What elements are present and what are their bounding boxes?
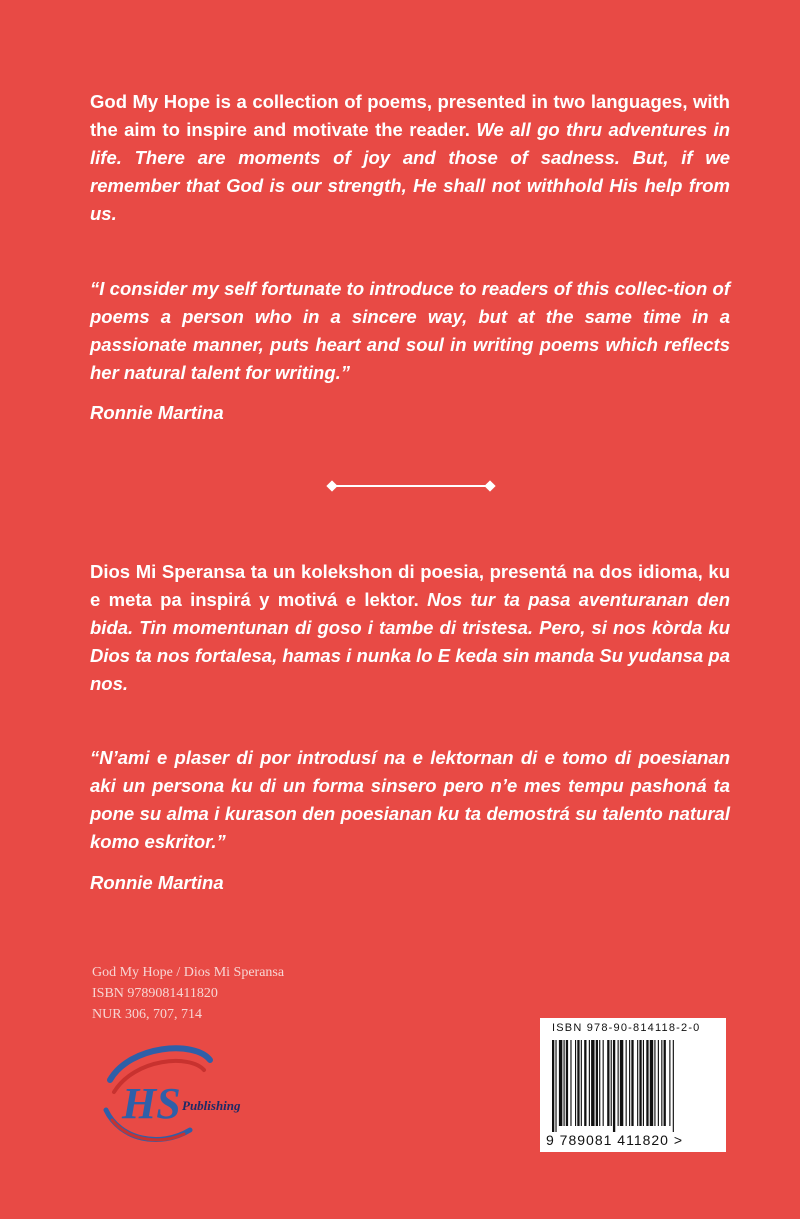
- barcode-bar: [626, 1040, 627, 1126]
- divider-line: [332, 485, 490, 487]
- papiamentu-intro: [90, 558, 730, 698]
- barcode-bars: [550, 1040, 716, 1132]
- barcode-bar: [654, 1040, 655, 1126]
- imprint-title: God My Hope / Dios Mi Speransa: [92, 965, 285, 980]
- barcode-bar: [658, 1040, 659, 1126]
- barcode-bar: [566, 1040, 568, 1126]
- barcode-bar: [555, 1040, 556, 1132]
- english-quote: “I consider my self fortunate to introduce to readers of this collec-tion of poems a person who in a sincere way, but at the same time in a passionate manner, puts heart and soul in writing poems which reflects her natural talent for writing.”: [90, 278, 730, 383]
- barcode-bar: [599, 1040, 600, 1126]
- barcode-bar: [620, 1040, 623, 1126]
- barcode-digits: 9 789081 411820 >: [546, 1132, 684, 1148]
- barcode-bar: [581, 1040, 582, 1126]
- english-quote-author: Ronnie Martina: [90, 402, 224, 423]
- logo-letters: HS: [122, 1079, 181, 1128]
- ornamental-divider: [328, 482, 494, 490]
- barcode-isbn-label: ISBN 978-90-814118-2-0: [552, 1022, 701, 1034]
- barcode-bar: [629, 1040, 630, 1126]
- barcode-bar: [631, 1040, 633, 1126]
- barcode-bar: [564, 1040, 565, 1126]
- barcode-bar: [591, 1040, 594, 1126]
- imprint-block: [92, 962, 284, 1025]
- papiamentu-intro-bold: Dios Mi Speransa ta un kolekshon di poesia, presentá na dos idioma, ku e meta pa inspirá y motivá e lektor.: [90, 561, 730, 610]
- english-intro-bold: God My Hope is a collection of poems, presented in two languages, with the aim to inspire and motivate the reader.: [90, 91, 730, 140]
- barcode-bar: [650, 1040, 653, 1126]
- divider-diamond-right: [484, 480, 495, 491]
- barcode-bar: [584, 1040, 586, 1126]
- barcode-bar: [661, 1040, 662, 1126]
- imprint-nur: NUR 306, 707, 714: [92, 1007, 203, 1022]
- divider-diamond-left: [326, 480, 337, 491]
- imprint-isbn: ISBN 9789081411820: [92, 986, 218, 1001]
- barcode-bar: [646, 1040, 648, 1126]
- papiamentu-quote: “N’ami e plaser di por introdusí na e lektornan di e tomo di poesianan aki un persona ku di un forma sinsero pero n’e mes tempu pashoná ta pone su alma i kurason den poesianan ku ta demostrá su talento natural komo eskritor.”: [90, 747, 730, 852]
- barcode-bar: [673, 1040, 674, 1132]
- barcode-bar: [603, 1040, 604, 1126]
- hs-publishing-logo-icon: [100, 1040, 260, 1150]
- papiamentu-quote-author: Ronnie Martina: [90, 872, 224, 893]
- barcode-bar: [577, 1040, 579, 1126]
- barcode-bar: [613, 1040, 615, 1132]
- barcode-bar: [669, 1040, 670, 1126]
- papiamentu-intro-italic: Nos tur ta pasa aventuranan den bida. Tin momentunan di goso i tambe di tristesa. Pero, si nos kòrda ku Dios ta nos fortalesa, hamas i nunka lo E keda sin manda Su yudansa pa nos.: [90, 589, 731, 694]
- english-intro-italic: We all go thru adventures in life. There are moments of joy and those of sadness. But, if we remember that God is our strength, He shall not withhold His help from us.: [90, 119, 730, 224]
- barcode-bar: [570, 1040, 571, 1126]
- barcode-bar: [664, 1040, 666, 1126]
- barcode-bar: [637, 1040, 638, 1126]
- barcode-bar: [559, 1040, 562, 1126]
- barcode-panel: [540, 1018, 726, 1152]
- logo-text: Publishing: [182, 1098, 241, 1113]
- barcode-bar: [618, 1040, 619, 1126]
- barcode-bar: [639, 1040, 641, 1126]
- barcode-bar: [552, 1040, 554, 1132]
- english-intro: [90, 88, 730, 228]
- barcode-bar: [643, 1040, 644, 1126]
- barcode-bar: [589, 1040, 590, 1126]
- barcode-bar: [596, 1040, 598, 1126]
- barcode-bar: [607, 1040, 609, 1126]
- barcode-bar: [575, 1040, 576, 1126]
- barcode-bar: [611, 1040, 612, 1126]
